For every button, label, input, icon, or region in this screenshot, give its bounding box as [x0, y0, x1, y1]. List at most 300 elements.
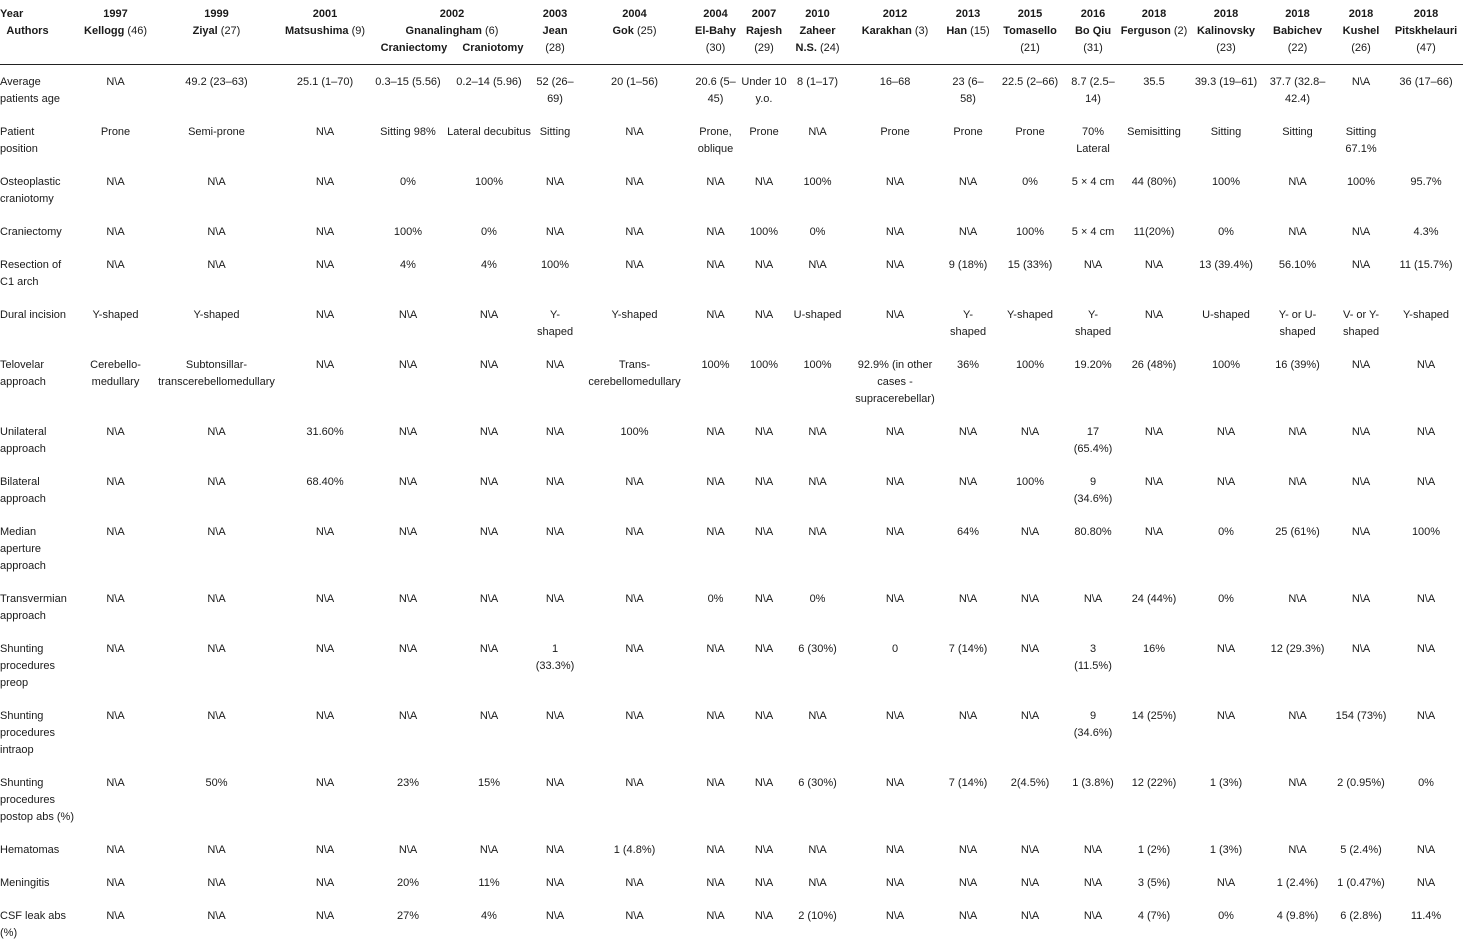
study-author — [535, 23, 575, 57]
study-author — [1070, 23, 1116, 57]
table-cell: N\A — [1333, 515, 1389, 582]
table-cell: 11 (15.7%) — [1389, 248, 1463, 298]
table-cell: 1 (2.4%) — [1262, 866, 1333, 899]
study-reference: (26) — [1351, 42, 1371, 54]
study-reference: (2) — [1174, 25, 1187, 37]
table-cell: N\A — [1333, 215, 1389, 248]
table-cell: 23 (6–58) — [944, 65, 992, 116]
table-cell: N\A — [1333, 248, 1389, 298]
study-year: 2015 — [994, 6, 1066, 23]
table-cell: N\A — [533, 165, 577, 215]
table-cell: 3 (11.5%) — [1068, 632, 1118, 699]
table-cell: 11% — [445, 866, 533, 899]
study-author — [1264, 23, 1331, 57]
table-cell: N\A — [692, 632, 739, 699]
table-cell: N\A — [789, 248, 846, 298]
table-cell: N\A — [692, 833, 739, 866]
table-cell: N\A — [1118, 465, 1190, 515]
table-cell: 100% — [1333, 165, 1389, 215]
table-cell: 6 (2.8%) — [1333, 899, 1389, 949]
study-author-name: El-Bahy — [695, 25, 736, 37]
study-author — [741, 23, 787, 57]
study-author-name: Kalinovsky — [1197, 25, 1255, 37]
table-cell: 16% — [1118, 632, 1190, 699]
study-header — [77, 0, 154, 65]
table-cell: N\A — [846, 699, 944, 766]
table-cell: N\A — [77, 415, 154, 465]
table-cell: 0.2–14 (5.96) — [445, 65, 533, 116]
table-cell: N\A — [279, 582, 371, 632]
table-cell: N\A — [846, 415, 944, 465]
table-cell: N\A — [1389, 582, 1463, 632]
table-cell: N\A — [1068, 582, 1118, 632]
table-cell: 9 (34.6%) — [1068, 465, 1118, 515]
table-cell: 4% — [371, 248, 445, 298]
table-cell: N\A — [739, 465, 789, 515]
table-cell: N\A — [846, 248, 944, 298]
table-cell: 11.4% — [1389, 899, 1463, 949]
table-cell: N\A — [1118, 298, 1190, 348]
table-cell: N\A — [445, 515, 533, 582]
table-cell: N\A — [577, 632, 692, 699]
table-cell: N\A — [77, 215, 154, 248]
table-cell: N\A — [992, 699, 1068, 766]
row-label: Unilateral approach — [0, 415, 77, 465]
table-cell: N\A — [692, 899, 739, 949]
table-cell: 9 (34.6%) — [1068, 699, 1118, 766]
table-cell: N\A — [577, 248, 692, 298]
table-cell: N\A — [789, 115, 846, 165]
table-cell: N\A — [154, 415, 279, 465]
table-cell: Y-shaped — [944, 298, 992, 348]
table-cell: N\A — [846, 165, 944, 215]
study-author-name: Matsushima — [285, 25, 349, 37]
table-cell: N\A — [279, 115, 371, 165]
table-cell: 37.7 (32.8–42.4) — [1262, 65, 1333, 116]
study-header — [279, 0, 371, 65]
corner-year-label: Year — [0, 6, 75, 23]
table-cell: 1 (3%) — [1190, 766, 1262, 833]
table-row — [0, 582, 1463, 632]
table-cell: N\A — [77, 766, 154, 833]
study-author — [579, 23, 690, 40]
table-cell: N\A — [77, 465, 154, 515]
study-year: 2010 — [791, 6, 844, 23]
study-year: 1999 — [156, 6, 277, 23]
table-cell: N\A — [577, 866, 692, 899]
table-cell: 5 × 4 cm — [1068, 165, 1118, 215]
table-cell: N\A — [944, 833, 992, 866]
table-cell: Sitting 98% — [371, 115, 445, 165]
table-cell: 0% — [789, 215, 846, 248]
table-cell: N\A — [692, 465, 739, 515]
table-cell: N\A — [789, 515, 846, 582]
table-cell: 2 (0.95%) — [1333, 766, 1389, 833]
table-cell: 0% — [1190, 899, 1262, 949]
table-row — [0, 465, 1463, 515]
table-cell: N\A — [533, 582, 577, 632]
table-cell: N\A — [992, 833, 1068, 866]
table-cell: Trans-cerebellomedullary — [577, 348, 692, 415]
study-author-name: Ferguson — [1121, 25, 1171, 37]
table-cell: 56.10% — [1262, 248, 1333, 298]
study-header — [739, 0, 789, 65]
table-cell: Y-shaped — [577, 298, 692, 348]
study-author-name: Rajesh — [746, 25, 782, 37]
table-cell: N\A — [279, 165, 371, 215]
table-cell: N\A — [577, 465, 692, 515]
row-label: Dural incision — [0, 298, 77, 348]
table-cell: N\A — [1333, 632, 1389, 699]
table-cell: N\A — [279, 632, 371, 699]
table-cell: N\A — [739, 415, 789, 465]
table-cell: 49.2 (23–63) — [154, 65, 279, 116]
table-cell: N\A — [992, 632, 1068, 699]
study-year: 2018 — [1335, 6, 1387, 23]
table-cell: N\A — [445, 699, 533, 766]
row-label: CSF leak abs (%) — [0, 899, 77, 949]
table-cell: N\A — [1190, 699, 1262, 766]
table-cell: N\A — [692, 215, 739, 248]
table-cell: 100% — [1190, 165, 1262, 215]
table-cell: 14 (25%) — [1118, 699, 1190, 766]
table-cell: N\A — [846, 866, 944, 899]
table-cell: Sitting — [1262, 115, 1333, 165]
study-author — [791, 23, 844, 57]
study-reference: (6) — [485, 25, 498, 37]
study-author-name: Tomasello — [1003, 25, 1057, 37]
table-cell: N\A — [77, 65, 154, 116]
study-header — [1068, 0, 1118, 65]
table-cell: Y-shaped — [154, 298, 279, 348]
table-cell: N\A — [577, 215, 692, 248]
table-cell: 9 (18%) — [944, 248, 992, 298]
study-author — [694, 23, 737, 57]
study-author-name: Kushel — [1343, 25, 1380, 37]
table-cell: U-shaped — [1190, 298, 1262, 348]
table-cell: N\A — [371, 465, 445, 515]
table-cell: N\A — [739, 833, 789, 866]
study-author-name: Pitskhelauri — [1395, 25, 1457, 37]
table-cell: N\A — [944, 215, 992, 248]
row-label: Osteoplastic craniotomy — [0, 165, 77, 215]
table-cell: N\A — [739, 248, 789, 298]
table-cell: Y-shaped — [1068, 298, 1118, 348]
table-row — [0, 515, 1463, 582]
study-author — [994, 23, 1066, 57]
study-year: 2004 — [579, 6, 690, 23]
table-cell: 25.1 (1–70) — [279, 65, 371, 116]
row-label: Telovelar approach — [0, 348, 77, 415]
study-reference: (27) — [221, 25, 241, 37]
table-cell: N\A — [1389, 415, 1463, 465]
table-cell: N\A — [154, 833, 279, 866]
table-cell: N\A — [371, 348, 445, 415]
table-cell: N\A — [279, 248, 371, 298]
table-cell: 26 (48%) — [1118, 348, 1190, 415]
study-header — [944, 0, 992, 65]
table-cell: 15 (33%) — [992, 248, 1068, 298]
header-row — [0, 0, 1463, 65]
table-cell: N\A — [944, 899, 992, 949]
table-cell: N\A — [846, 899, 944, 949]
table-cell: 20% — [371, 866, 445, 899]
table-cell: 100% — [739, 215, 789, 248]
table-cell: Prone — [739, 115, 789, 165]
table-cell: 2(4.5%) — [992, 766, 1068, 833]
study-reference: (31) — [1083, 42, 1103, 54]
study-header — [1118, 0, 1190, 65]
table-cell: 100% — [739, 348, 789, 415]
table-cell: 0% — [445, 215, 533, 248]
table-cell: N\A — [533, 899, 577, 949]
table-cell: 0% — [1190, 215, 1262, 248]
table-cell: N\A — [371, 699, 445, 766]
table-cell: 70% Lateral — [1068, 115, 1118, 165]
table-cell: Y- or U-shaped — [1262, 298, 1333, 348]
study-reference: (21) — [1020, 42, 1040, 54]
table-cell: N\A — [739, 699, 789, 766]
table-cell: 100% — [371, 215, 445, 248]
table-cell: N\A — [77, 165, 154, 215]
table-cell: 1 (2%) — [1118, 833, 1190, 866]
table-cell: 20 (1–56) — [577, 65, 692, 116]
table-cell: 11(20%) — [1118, 215, 1190, 248]
table-row — [0, 415, 1463, 465]
table-cell: N\A — [533, 699, 577, 766]
table-row — [0, 699, 1463, 766]
study-header — [692, 0, 739, 65]
table-cell: 12 (22%) — [1118, 766, 1190, 833]
study-year: 2001 — [281, 6, 369, 23]
table-cell: 20.6 (5–45) — [692, 65, 739, 116]
table-cell: 95.7% — [1389, 165, 1463, 215]
table-cell: N\A — [692, 515, 739, 582]
study-author-name: Gok — [613, 25, 634, 37]
table-cell: N\A — [533, 866, 577, 899]
table-cell: N\A — [692, 699, 739, 766]
table-cell: N\A — [445, 465, 533, 515]
table-cell: N\A — [1262, 215, 1333, 248]
table-cell: 100% — [789, 165, 846, 215]
study-header — [1262, 0, 1333, 65]
study-header — [846, 0, 944, 65]
table-cell: Y-shaped — [77, 298, 154, 348]
table-cell: N\A — [77, 515, 154, 582]
table-cell: 100% — [992, 465, 1068, 515]
table-cell: N\A — [1190, 632, 1262, 699]
study-header — [533, 0, 577, 65]
study-year: 2018 — [1264, 6, 1331, 23]
study-header — [154, 0, 279, 65]
table-cell: 16 (39%) — [1262, 348, 1333, 415]
table-cell: N\A — [789, 465, 846, 515]
study-author-name: Zaheer N.S. — [796, 25, 836, 54]
table-cell: N\A — [533, 515, 577, 582]
study-header — [577, 0, 692, 65]
study-header — [1333, 0, 1389, 65]
table-cell: 22.5 (2–66) — [992, 65, 1068, 116]
study-subheader: Craniotomy — [462, 40, 523, 57]
table-row — [0, 632, 1463, 699]
table-cell: N\A — [846, 833, 944, 866]
table-cell: Sitting — [533, 115, 577, 165]
study-year: 2007 — [741, 6, 787, 23]
table-cell: Sitting 67.1% — [1333, 115, 1389, 165]
table-cell: 100% — [445, 165, 533, 215]
study-year: 1997 — [79, 6, 152, 23]
table-cell: 92.9% (in other cases - supracerebellar) — [846, 348, 944, 415]
table-cell: N\A — [279, 515, 371, 582]
study-reference: (30) — [706, 42, 726, 54]
study-year: 2002 — [373, 6, 531, 23]
table-cell: N\A — [1333, 65, 1389, 116]
table-cell: N\A — [692, 866, 739, 899]
table-cell: N\A — [533, 215, 577, 248]
table-cell: N\A — [739, 899, 789, 949]
table-cell: Y-shaped — [1389, 298, 1463, 348]
table-cell: N\A — [739, 866, 789, 899]
table-cell: 100% — [992, 215, 1068, 248]
table-cell: N\A — [154, 215, 279, 248]
table-cell: Prone, oblique — [692, 115, 739, 165]
table-cell: N\A — [77, 699, 154, 766]
table-cell: Prone — [944, 115, 992, 165]
table-cell: N\A — [846, 515, 944, 582]
table-cell: 36 (17–66) — [1389, 65, 1463, 116]
table-cell: N\A — [577, 899, 692, 949]
table-cell: N\A — [154, 465, 279, 515]
table-cell: N\A — [944, 582, 992, 632]
table-cell: N\A — [279, 833, 371, 866]
study-author — [373, 23, 531, 40]
table-cell: N\A — [279, 899, 371, 949]
table-cell: N\A — [1118, 415, 1190, 465]
study-author — [281, 23, 369, 40]
table-cell: N\A — [577, 699, 692, 766]
table-cell: N\A — [371, 298, 445, 348]
table-cell: N\A — [739, 298, 789, 348]
table-cell: 100% — [1389, 515, 1463, 582]
table-cell: N\A — [1262, 465, 1333, 515]
table-cell: N\A — [692, 165, 739, 215]
table-cell: 17 (65.4%) — [1068, 415, 1118, 465]
table-cell: N\A — [371, 515, 445, 582]
row-label: Median aperture approach — [0, 515, 77, 582]
study-reference: (25) — [637, 25, 657, 37]
table-cell: N\A — [577, 515, 692, 582]
table-cell: N\A — [154, 899, 279, 949]
table-cell: N\A — [1389, 348, 1463, 415]
table-cell: N\A — [789, 699, 846, 766]
table-cell: 13 (39.4%) — [1190, 248, 1262, 298]
table-cell: N\A — [1389, 632, 1463, 699]
table-cell — [1389, 115, 1463, 165]
study-author — [1391, 23, 1461, 57]
table-cell: 1 (3%) — [1190, 833, 1262, 866]
study-year: 2003 — [535, 6, 575, 23]
study-year: 2018 — [1391, 6, 1461, 23]
table-cell: N\A — [1068, 899, 1118, 949]
table-cell: 35.5 — [1118, 65, 1190, 116]
table-cell: N\A — [739, 515, 789, 582]
table-cell: 16–68 — [846, 65, 944, 116]
table-cell: N\A — [1389, 833, 1463, 866]
table-cell: 4% — [445, 899, 533, 949]
table-cell: 100% — [692, 348, 739, 415]
study-year: 2013 — [946, 6, 990, 23]
table-cell: N\A — [533, 415, 577, 465]
table-cell: 8 (1–17) — [789, 65, 846, 116]
table-cell: N\A — [1190, 415, 1262, 465]
table-cell: N\A — [445, 632, 533, 699]
row-label: Shunting procedures postop abs (%) — [0, 766, 77, 833]
table-row — [0, 348, 1463, 415]
table-cell: N\A — [445, 582, 533, 632]
table-row — [0, 833, 1463, 866]
table-cell: Lateral decubitus — [445, 115, 533, 165]
table-cell: N\A — [992, 515, 1068, 582]
table-cell: N\A — [533, 465, 577, 515]
table-cell: N\A — [1262, 165, 1333, 215]
table-row — [0, 866, 1463, 899]
table-cell: Prone — [992, 115, 1068, 165]
table-cell: 0% — [1190, 582, 1262, 632]
table-cell: 0% — [1389, 766, 1463, 833]
table-cell: N\A — [445, 348, 533, 415]
table-cell: N\A — [533, 348, 577, 415]
table-cell: N\A — [279, 699, 371, 766]
table-cell: 23% — [371, 766, 445, 833]
study-reference: (9) — [352, 25, 365, 37]
table-cell: Y-shaped — [533, 298, 577, 348]
row-label: Patient position — [0, 115, 77, 165]
table-cell: N\A — [1190, 465, 1262, 515]
study-author-name: Han — [946, 25, 967, 37]
table-cell: N\A — [1118, 248, 1190, 298]
study-author — [1335, 23, 1387, 57]
table-cell: N\A — [739, 582, 789, 632]
table-cell: 0 — [846, 632, 944, 699]
table-cell: 31.60% — [279, 415, 371, 465]
table-cell: N\A — [533, 766, 577, 833]
table-cell: N\A — [1068, 833, 1118, 866]
table-row — [0, 65, 1463, 116]
table-cell: N\A — [944, 465, 992, 515]
table-cell: N\A — [1262, 766, 1333, 833]
table-cell: 3 (5%) — [1118, 866, 1190, 899]
table-cell: N\A — [279, 298, 371, 348]
table-cell: N\A — [1333, 582, 1389, 632]
table-cell: N\A — [154, 248, 279, 298]
table-cell: 100% — [1190, 348, 1262, 415]
table-cell: N\A — [154, 582, 279, 632]
table-cell: N\A — [371, 415, 445, 465]
table-cell: Semi-prone — [154, 115, 279, 165]
table-cell: 80.80% — [1068, 515, 1118, 582]
table-cell: Subtonsillar-transcerebellomedullary — [154, 348, 279, 415]
row-label: Craniectomy — [0, 215, 77, 248]
row-label: Average patients age — [0, 65, 77, 116]
table-cell: Prone — [846, 115, 944, 165]
study-reference: (3) — [915, 25, 928, 37]
table-cell: 6 (30%) — [789, 766, 846, 833]
table-row — [0, 766, 1463, 833]
study-author-name: Gnanalingham — [406, 25, 482, 37]
study-author — [1192, 23, 1260, 57]
table-cell: N\A — [577, 582, 692, 632]
table-cell: N\A — [846, 465, 944, 515]
